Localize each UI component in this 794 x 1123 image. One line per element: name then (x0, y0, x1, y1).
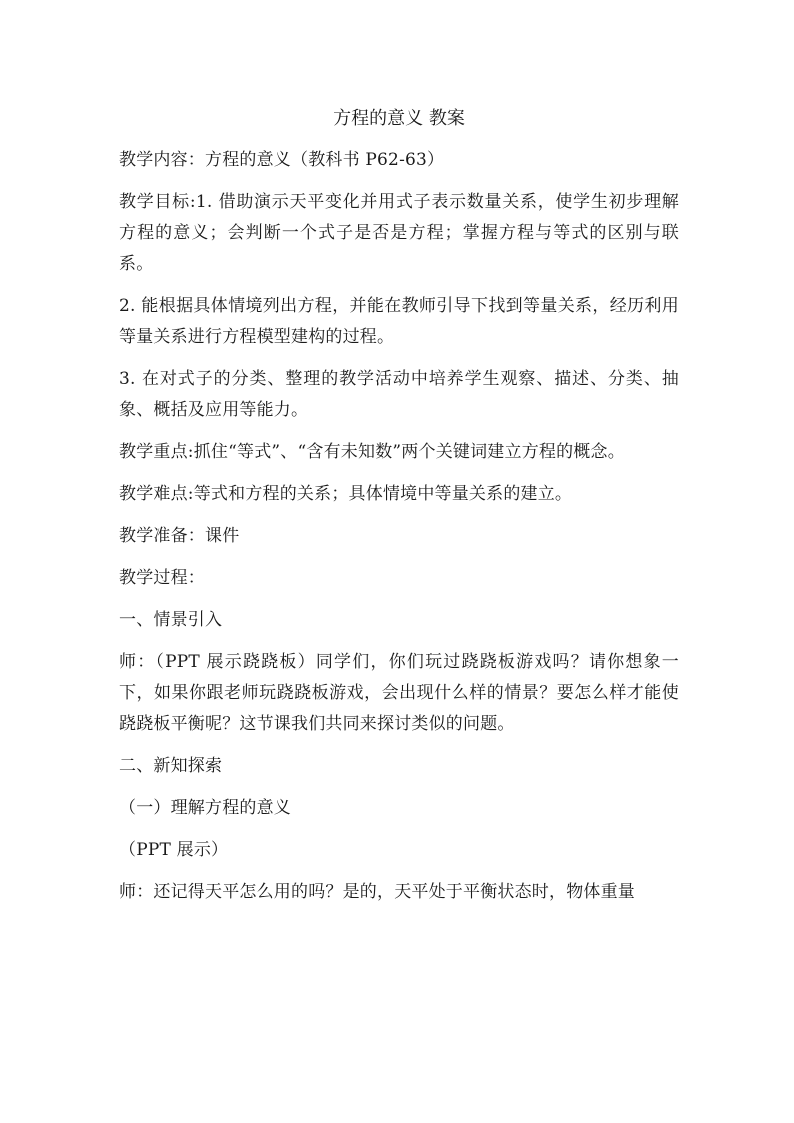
paragraph-teaching-content: 教学内容：方程的意义（教科书 P62-63） (119, 150, 445, 170)
paragraph-intro-dialogue: 师：（PPT 展示跷跷板）同学们，你们玩过跷跷板游戏吗？请你想象一下，如果你跟老师玩跷跷板游戏，会出现什么样的情景？要怎么样才能使跷跷板平衡呢？这节课我们共同来探讨类似的问题。 (119, 652, 679, 734)
paragraph-balance-dialogue: 师：还记得天平怎么用的吗？是的，天平处于平衡状态时，物体重量 (119, 882, 635, 902)
paragraph-key-points: 教学重点:抓住“等式”、“含有未知数”两个关键词建立方程的概念。 (119, 442, 625, 462)
paragraph-objective-2: 2. 能根据具体情境列出方程，并能在教师引导下找到等量关系，经历利用等量关系进行方程模型建构的过程。 (119, 296, 679, 347)
paragraph-difficulties: 教学难点:等式和方程的关系；具体情境中等量关系的建立。 (119, 484, 573, 504)
paragraph-process-heading: 教学过程： (119, 568, 205, 588)
paragraph-preparation: 教学准备：课件 (119, 526, 240, 546)
paragraph-objective-3: 3. 在对式子的分类、整理的教学活动中培养学生观察、描述、分类、抽象、概括及应用等能力。 (119, 369, 679, 420)
section-heading-exploration: 二、新知探索 (119, 756, 223, 776)
document-body (119, 103, 679, 919)
paragraph-objective-1: 教学目标:1. 借助演示天平变化并用式子表示数量关系，使学生初步理解方程的意义；会判断一个式子是否是方程；掌握方程与等式的区别与联系。 (119, 192, 679, 274)
section-heading-intro: 一、情景引入 (119, 610, 223, 630)
subsection-heading-meaning: （一）理解方程的意义 (119, 798, 291, 818)
paragraph-ppt-note: （PPT 展示） (119, 840, 229, 860)
document-title: 方程的意义 教案 (333, 108, 465, 129)
